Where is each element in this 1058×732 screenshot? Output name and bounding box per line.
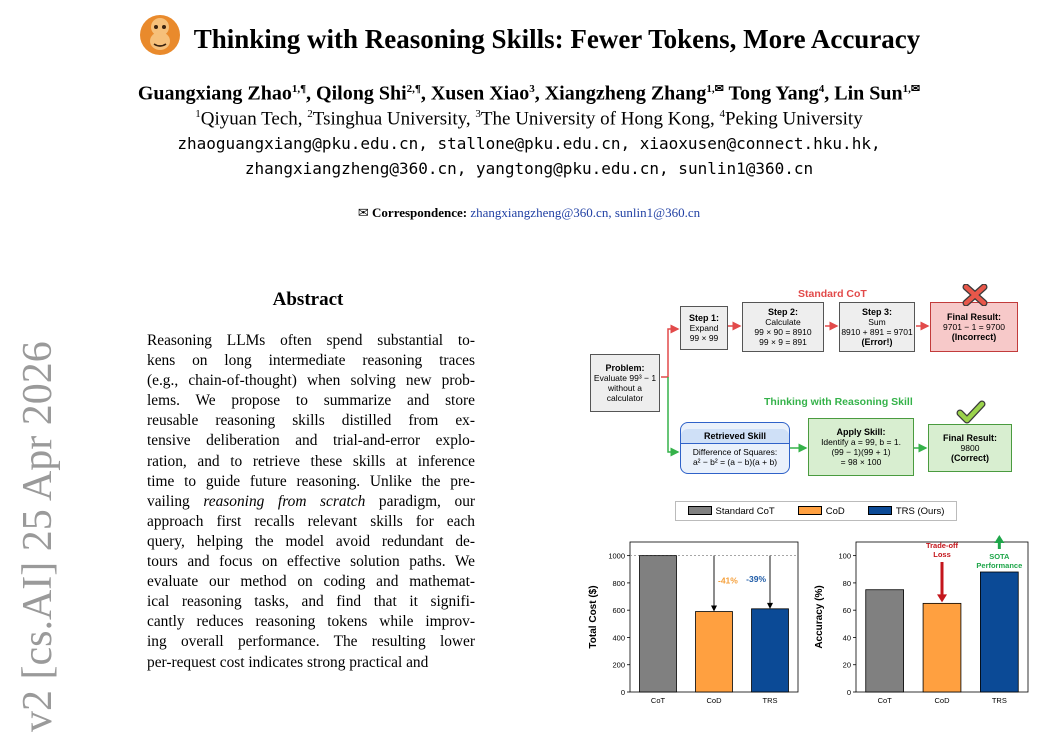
bar xyxy=(696,612,733,692)
y-axis-label: Accuracy (%) xyxy=(814,585,825,649)
problem-box: Problem: Evaluate 99³ − 1 without a calculator xyxy=(590,354,660,412)
cross-mark-icon xyxy=(962,284,988,306)
abstract-line: approach first recalls relevant skills for each xyxy=(147,512,475,530)
author-affiliation-mark: 4 xyxy=(818,83,825,95)
x-tick-label: CoT xyxy=(877,696,892,705)
y-tick-label: 600 xyxy=(612,606,625,616)
affiliation-name: Peking University xyxy=(724,108,863,130)
apply-skill-box: Apply Skill: Identify a = 99, b = 1. (99 − 1)(99 + 1) = 98 × 100 xyxy=(808,418,914,476)
annotation-label: Loss xyxy=(933,550,951,559)
step1-box: Step 1: Expand 99 × 99 xyxy=(680,306,728,350)
abstract-line: ration, and to retrieve these skills at inference xyxy=(147,452,475,470)
paper-title xyxy=(0,24,1058,57)
final-correct-box: Final Result: 9800 (Correct) xyxy=(928,424,1012,472)
email-line-2: zhangxiangzheng@360.cn, yangtong@pku.edu.cn, sunlin1@360.cn xyxy=(244,159,814,178)
annotation-label: Performance xyxy=(976,561,1023,570)
abstract-line: ing overall performance. The resulting lower xyxy=(147,633,475,651)
reduction-label: -39% xyxy=(746,574,766,585)
up-arrow-head xyxy=(994,535,1004,543)
envelope-icon: ✉ xyxy=(357,205,369,220)
annotation-label: Trade-off xyxy=(925,541,959,550)
author-list: Guangxiang Zhao$^{1,\P}$, Qilong Shi$^{2,\P}$, Xusen Xiao$^3$, Xiangzheng Zhang$^{1,✉}$ Tong Yang$^4$, Lin Sun$^{1,✉}$ xyxy=(137,82,921,105)
abstract-line: time to guide future reasoning. Unlike the pre- xyxy=(147,472,475,490)
affiliation-mark: 3 xyxy=(475,108,481,120)
y-tick-label: 200 xyxy=(612,660,625,670)
abstract-line: kens on long intermediate reasoning traces xyxy=(147,352,475,370)
emphasis: reasoning from scratch xyxy=(203,492,366,510)
arrow-head xyxy=(767,603,773,609)
author-name: Tong Yang xyxy=(728,82,819,105)
cost-bar-chart xyxy=(582,524,808,720)
x-tick-label: CoD xyxy=(706,696,722,705)
method-diagram xyxy=(584,282,1024,482)
author-name: Lin Sun xyxy=(834,82,903,105)
x-tick-label: CoD xyxy=(934,696,950,705)
author-affiliation-mark: 1,¶ xyxy=(291,83,307,95)
x-tick-label: TRS xyxy=(762,696,778,705)
bar xyxy=(866,590,904,692)
y-tick-label: 40 xyxy=(842,633,851,643)
step2-box: Step 2: Calculate 99 × 90 = 8910 99 × 9 = 891 xyxy=(742,302,824,352)
down-arrow-head xyxy=(937,594,947,602)
abstract-line: (e.g., chain-of-thought) when solving new prob- xyxy=(147,372,475,390)
legend-swatch xyxy=(798,506,822,515)
y-tick-label: 20 xyxy=(842,660,851,670)
title-text: Thinking with Reasoning Skills: Fewer Tokens, More Accuracy xyxy=(193,24,921,54)
abstract-line: tensive deliberation and trial-and-error explo- xyxy=(147,432,475,450)
abstract-heading: Abstract xyxy=(272,289,344,310)
abstract-line: ical reasoning tasks, and find that it signifi- xyxy=(147,593,475,611)
author-name: Guangxiang Zhao xyxy=(137,82,292,105)
annotation-label: SOTA xyxy=(989,552,1010,561)
author-name: Xiangzheng Zhang xyxy=(544,82,707,105)
author-name: Qilong Shi xyxy=(316,82,407,105)
affiliation-name: The University of Hong Kong xyxy=(480,108,710,130)
abstract-line: tours and focus on effective solution paths. We xyxy=(147,553,475,571)
abstract-line: vailing reasoning from scratch paradigm, our xyxy=(147,492,476,510)
affiliation-mark: 1 xyxy=(195,108,201,120)
legend-swatch xyxy=(688,506,712,515)
affiliation-name: Tsinghua University xyxy=(312,108,466,130)
bar xyxy=(923,603,961,692)
chart-legend xyxy=(675,501,957,521)
x-tick-label: CoT xyxy=(650,696,666,705)
affiliation-name: Qiyuan Tech xyxy=(200,108,298,130)
y-axis-label: Total Cost ($) xyxy=(588,585,599,649)
check-mark-icon xyxy=(956,400,986,424)
abstract-body xyxy=(147,331,475,673)
reduction-label: -41% xyxy=(718,575,738,586)
author-affiliation-mark: 1,✉ xyxy=(706,83,724,95)
correspondence xyxy=(0,205,1058,221)
arrow-head xyxy=(711,606,717,612)
affiliations: $^1$Qiyuan Tech, $^2$Tsinghua University, $^3$The University of Hong Kong, $^4$Peking University xyxy=(195,108,863,130)
correspondence-label: Correspondence: xyxy=(372,205,468,220)
abstract-line: evaluate our method on coding and mathemat- xyxy=(147,573,475,591)
abstract-line: query, helping the model avoid redundant de- xyxy=(147,532,475,550)
y-tick-label: 100 xyxy=(838,551,851,561)
author-affiliation-mark: 3 xyxy=(529,83,535,95)
legend-item: Standard CoT xyxy=(688,506,775,517)
author-affiliation-mark: 1,✉ xyxy=(902,83,921,95)
abstract-line: reusable reasoning skills distilled from ex- xyxy=(147,412,475,430)
y-tick-label: 0 xyxy=(846,688,851,697)
author-affiliation-mark: 2,¶ xyxy=(406,83,421,95)
y-tick-label: 80 xyxy=(842,578,851,588)
abstract-line: per-request cost indicates strong practical and xyxy=(147,653,429,671)
bar xyxy=(980,572,1018,692)
orangutan-logo-icon xyxy=(138,13,182,57)
final-incorrect-box: Final Result: 9701 − 1 = 9700 (Incorrect) xyxy=(930,302,1018,352)
arxiv-stamp: v2 [cs.AI] 25 Apr 2026 xyxy=(15,341,61,732)
abstract-line: Reasoning LLMs often spend substantial to- xyxy=(147,332,475,349)
email-line-1: zhaoguangxiang@pku.edu.cn, stallone@pku.edu.cn, xiaoxusen@connect.hku.hk, xyxy=(177,134,881,153)
affiliation-mark: 4 xyxy=(719,108,725,120)
correspondence-emails[interactable]: zhangxiangzheng@360.cn, sunlin1@360.cn xyxy=(470,205,701,220)
bar xyxy=(752,609,789,692)
trs-label: Thinking with Reasoning Skill xyxy=(764,396,913,408)
y-tick-label: 60 xyxy=(842,606,851,616)
abstract-line: cantly reduces reasoning tokens while improv- xyxy=(147,613,475,631)
abstract-line: lems. We propose to summarize and store xyxy=(147,392,475,410)
retrieved-skill-box: Retrieved Skill Difference of Squares: a² − b² = (a − b)(a + b) xyxy=(680,422,790,474)
author-name: Xusen Xiao xyxy=(430,82,530,105)
legend-item: CoD xyxy=(798,506,845,517)
y-tick-label: 1000 xyxy=(608,551,625,561)
step3-box: Step 3: Sum 8910 + 891 = 9701 (Error!) xyxy=(839,302,915,352)
y-tick-label: 0 xyxy=(620,688,625,697)
y-tick-label: 400 xyxy=(612,633,625,643)
standard-cot-label: Standard CoT xyxy=(798,288,867,300)
x-tick-label: TRS xyxy=(991,696,1007,705)
y-tick-label: 800 xyxy=(612,578,625,588)
legend-swatch xyxy=(868,506,892,515)
bar xyxy=(640,556,677,692)
legend-item: TRS (Ours) xyxy=(868,506,945,517)
affiliation-mark: 2 xyxy=(307,108,313,120)
accuracy-bar-chart xyxy=(808,524,1038,720)
